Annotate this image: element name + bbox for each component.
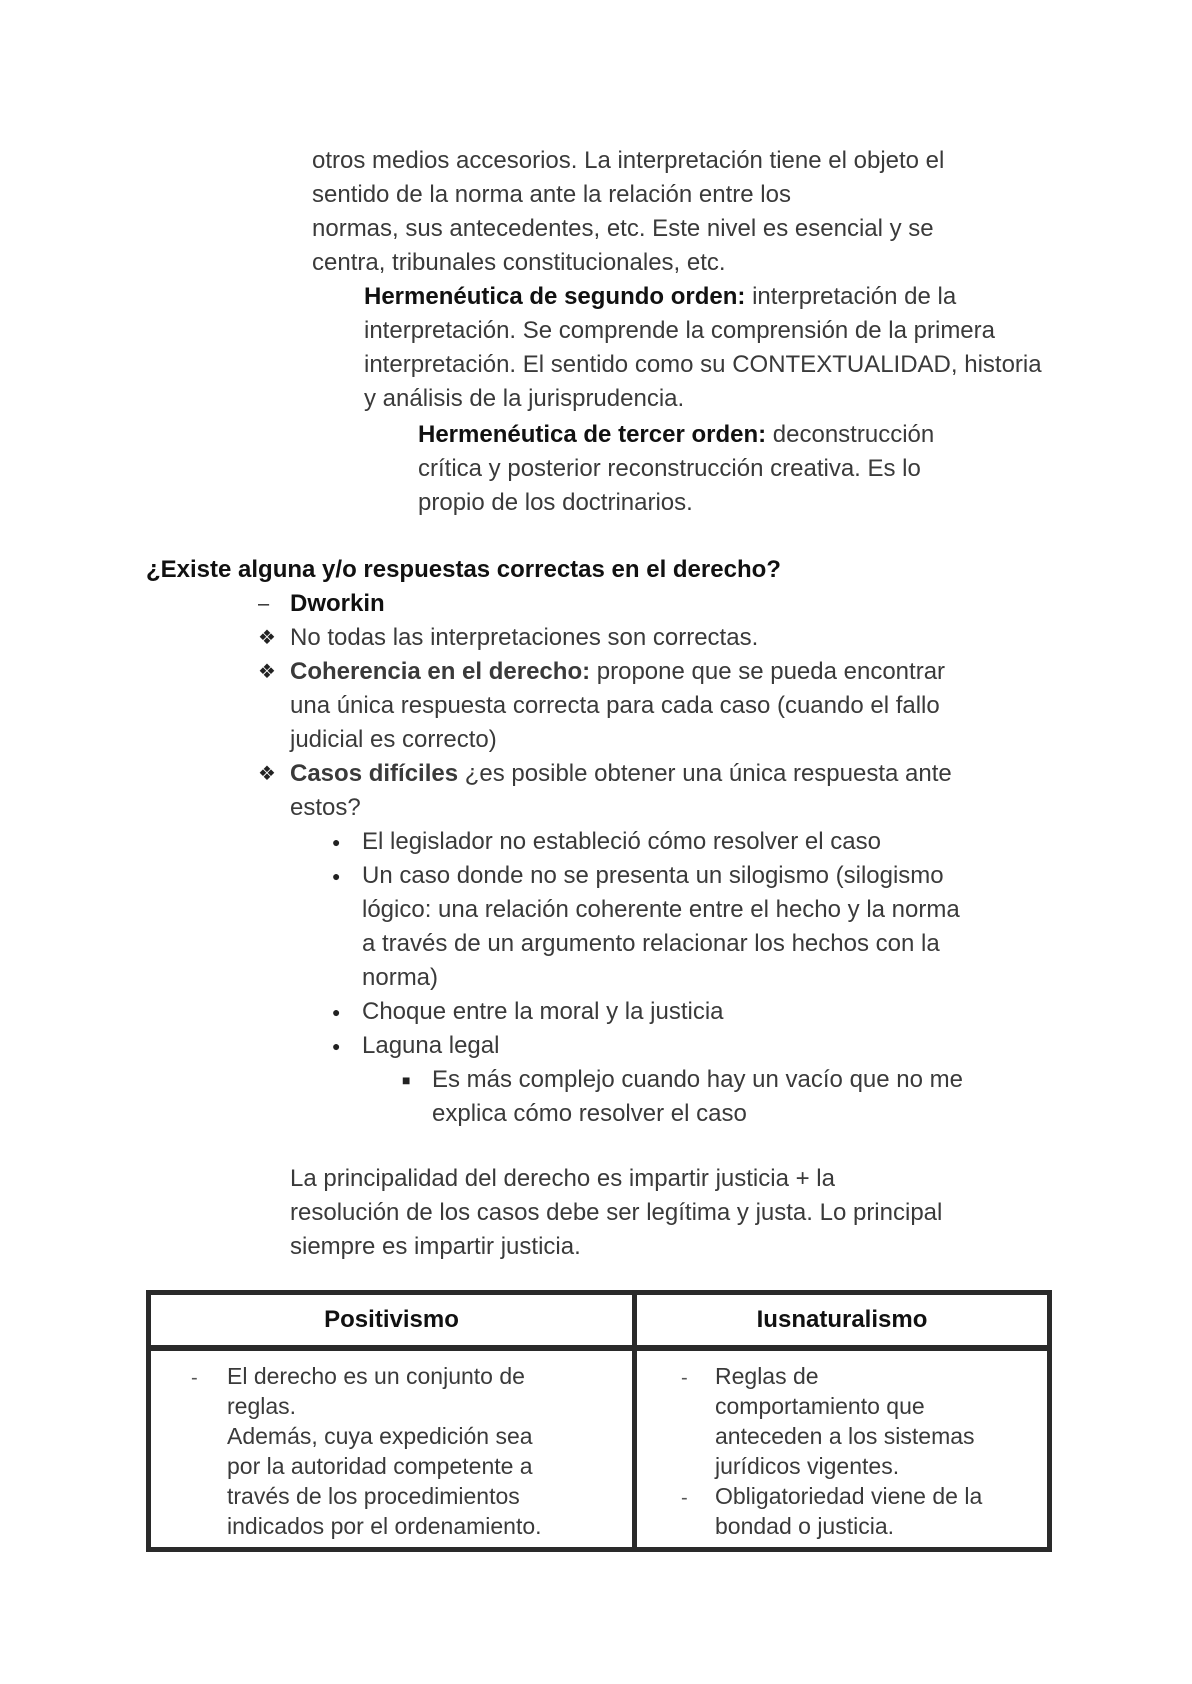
second-order-line: interpretación. El sentido como su CONTEXTUALIDAD, historia (364, 351, 1042, 378)
diamond-bullet-icon: ❖ (258, 661, 276, 683)
disc-bullet-icon: ● (332, 1038, 341, 1054)
cell-line: reglas. (227, 1393, 297, 1419)
third-order-line: propio de los doctrinarios. (418, 489, 693, 516)
disc-bullet-icon: ● (332, 834, 341, 850)
sub-bullet-item: Un caso donde no se presenta un silogismo (silogismo (362, 862, 944, 889)
closing-line: siempre es impartir justicia. (290, 1233, 581, 1260)
section-heading: ¿Existe alguna y/o respuestas correctas en el derecho? (146, 556, 781, 583)
third-order-line: crítica y posterior reconstrucción creativa. Es lo (418, 455, 921, 482)
third-order-text: deconstrucción (766, 421, 935, 448)
intro-line: normas, sus antecedentes, etc. Este nivel es esencial y se (312, 215, 934, 242)
closing-line: La principalidad del derecho es impartir justicia + la (290, 1165, 835, 1192)
diamond-bullet-icon: ❖ (258, 763, 276, 785)
cell-line: Reglas de (715, 1363, 819, 1389)
sub-bullet-continuation: a través de un argumento relacionar los hechos con la (362, 930, 940, 957)
sub-bullet-item: El legislador no estableció cómo resolver el caso (362, 828, 881, 855)
disc-bullet-icon: ● (332, 868, 341, 884)
intro-line: otros medios accesorios. La interpretación tiene el objeto el (312, 147, 945, 174)
coherence-lead: Coherencia en el derecho: (290, 658, 591, 685)
sub-sub-bullet-item: Es más complejo cuando hay un vacío que no me (432, 1066, 963, 1093)
closing-line: resolución de los casos debe ser legítima y justa. Lo principal (290, 1199, 943, 1226)
second-order-lead: Hermenéutica de segundo orden: (364, 283, 746, 310)
cell-line: Además, cuya expedición sea (227, 1423, 533, 1449)
cell-line: indicados por el ordenamiento. (227, 1513, 542, 1539)
bullet-item-coherence (290, 655, 945, 689)
dash-marker: - (191, 1367, 198, 1389)
bullet-item-hard-cases (290, 757, 952, 791)
coherence-text: propone que se pueda encontrar (590, 658, 946, 685)
cell-line: través de los procedimientos (227, 1483, 520, 1509)
sub-bullet-continuation: lógico: una relación coherente entre el hecho y la norma (362, 896, 960, 923)
diamond-bullet-icon: ❖ (258, 627, 276, 649)
hard-cases-text: ¿es posible obtener una única respuesta ante (458, 760, 952, 787)
dash-marker: – (258, 593, 270, 615)
sub-bullet-continuation: norma) (362, 964, 439, 991)
cell-line: El derecho es un conjunto de (227, 1363, 525, 1389)
intro-line: centra, tribunales constitucionales, etc. (312, 249, 726, 276)
dash-marker: - (681, 1487, 688, 1509)
cell-line: por la autoridad competente a (227, 1453, 533, 1479)
bullet-continuation: estos? (290, 794, 361, 821)
bullet-item: No todas las interpretaciones son correctas. (290, 624, 759, 651)
bullet-continuation: judicial es correcto) (290, 726, 497, 753)
bullet-continuation: una única respuesta correcta para cada caso (cuando el fallo (290, 692, 940, 719)
square-bullet-icon: ■ (402, 1072, 411, 1088)
sub-bullet-item: Choque entre la moral y la justicia (362, 998, 724, 1025)
disc-bullet-icon: ● (332, 1004, 341, 1020)
table-cell-positivismo (151, 1351, 637, 1547)
table-cell-iusnaturalismo (637, 1351, 1047, 1547)
cell-line: anteceden a los sistemas (715, 1423, 975, 1449)
bullet-dworkin: Dworkin (290, 590, 385, 617)
cell-line: Obligatoriedad viene de la (715, 1483, 983, 1509)
cell-line: jurídicos vigentes. (715, 1453, 900, 1479)
second-order-line: interpretación. Se comprende la comprensión de la primera (364, 317, 995, 344)
second-order-line: y análisis de la jurisprudencia. (364, 385, 685, 412)
sub-sub-bullet-continuation: explica cómo resolver el caso (432, 1100, 747, 1127)
table-header-iusnaturalismo: Iusnaturalismo (637, 1295, 1047, 1351)
third-order-first-line (418, 418, 934, 452)
intro-line: sentido de la norma ante la relación entre los (312, 181, 791, 208)
second-order-first-line (364, 280, 956, 314)
cell-line: comportamiento que (715, 1393, 925, 1419)
cell-line: bondad o justicia. (715, 1513, 895, 1539)
table-header-positivismo: Positivismo (151, 1295, 637, 1351)
hard-cases-lead: Casos difíciles (290, 760, 459, 787)
dash-marker: - (681, 1367, 688, 1389)
second-order-text: interpretación de la (745, 283, 957, 310)
comparison-table (146, 1290, 1052, 1552)
sub-bullet-item: Laguna legal (362, 1032, 500, 1059)
third-order-lead: Hermenéutica de tercer orden: (418, 421, 767, 448)
